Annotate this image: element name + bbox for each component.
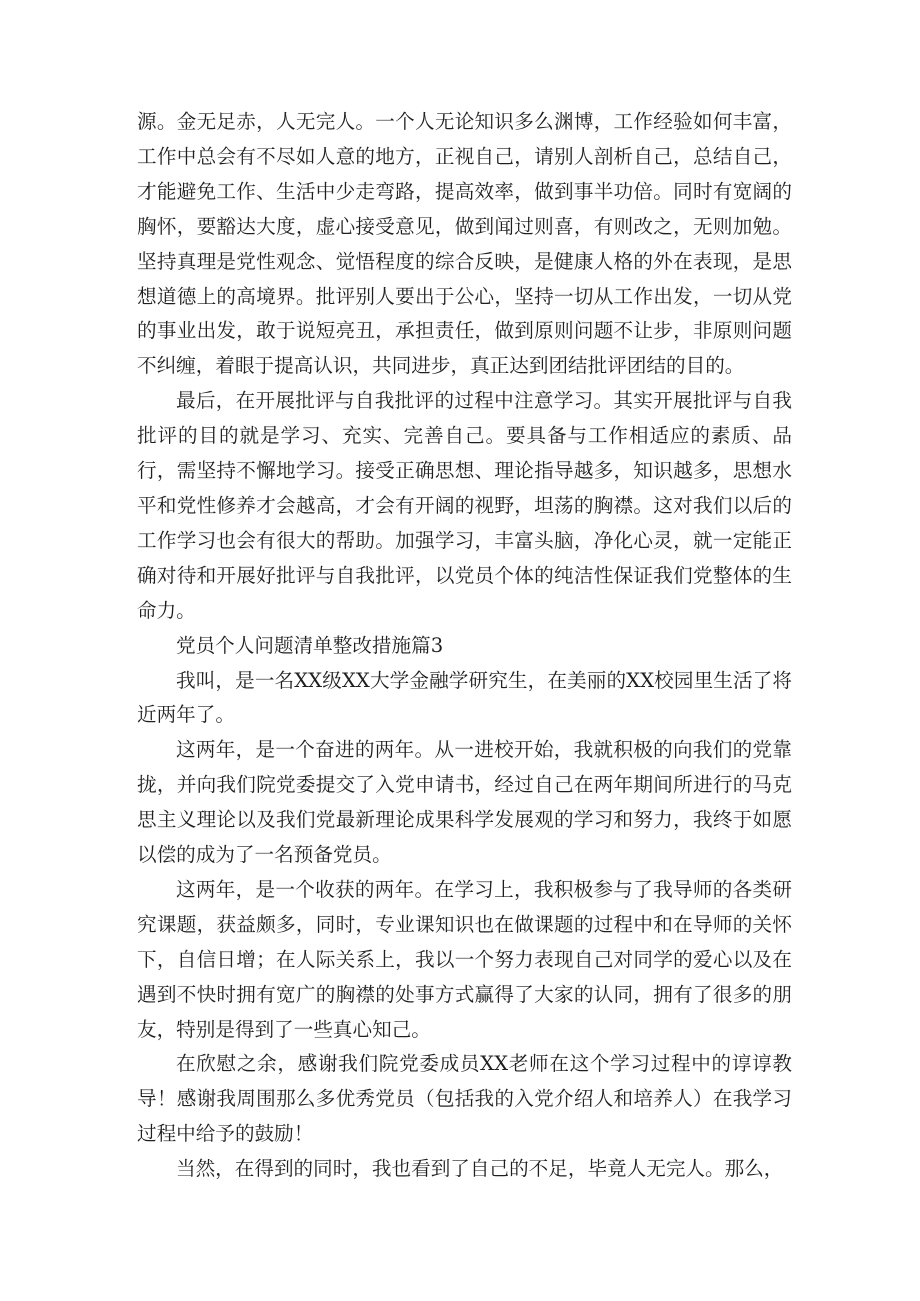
paragraph-6: 在欣慰之余，感谢我们院党委成员XX老师在这个学习过程中的谆谆教导！感谢我周围那么多优秀党员（包括我的入党介绍人和培养人）在我学习过程中给予的鼓励！ [137, 1052, 792, 1146]
paragraph-4: 这两年，是一个奋进的两年。从一进校开始，我就积极的向我们的党靠拢，并向我们院党委提交了入党申请书，经过自己在两年期间所进行的马克思主义理论以及我们党最新理论成果科学发展观的学习和努力，我终于如愿以偿的成为了一名预备党员。 [137, 738, 792, 867]
paragraph-2: 最后，在开展批评与自我批评的过程中注意学习。其实开展批评与自我批评的目的就是学习、充实、完善自己。要具备与工作相适应的素质、品行，需坚持不懈地学习。接受正确思想、理论指导越多，知识越多，思想水平和党性修养才会越高，才会有开阔的视野，坦荡的胸襟。这对我们以后的工作学习也会有很大的帮助。加强学习，丰富头脑，净化心灵，就一定能正确对待和开展好批评与自我批评，以党员个体的纯洁性保证我们党整体的生命力。 [137, 389, 792, 622]
section-heading: 党员个人问题清单整改措施篇3 [176, 633, 444, 657]
paragraph-3: 我叫，是一名XX级XX大学金融学研究生，在美丽的XX校园里生活了将近两年了。 [137, 668, 792, 727]
paragraph-7: 当然，在得到的同时，我也看到了自己的不足，毕竟人无完人。那么， [176, 1157, 784, 1181]
paragraph-1: 源。金无足赤，人无完人。一个人无论知识多么渊博，工作经验如何丰富，工作中总会有不尽如人意的地方，正视自己，请别人剖析自己，总结自己，才能避免工作、生活中少走弯路，提高效率，做到事半功倍。同时有宽阔的胸怀，要豁达大度，虚心接受意见，做到闻过则喜，有则改之，无则加勉。坚持真理是党性观念、觉悟程度的综合反映，是健康人格的外在表现，是思想道德上的高境界。批评别人要出于公心，坚持一切从工作出发，一切从党的事业出发，敢于说短亮丑，承担责任，做到原则问题不让步，非原则问题不纠缠，着眼于提高认识，共同进步，真正达到团结批评团结的目的。 [137, 110, 792, 378]
paragraph-5: 这两年，是一个收获的两年。在学习上，我积极参与了我导师的各类研究课题，获益颇多，同时，专业课知识也在做课题的过程中和在导师的关怀下，自信日增；在人际关系上，我以一个努力表现自己对同学的爱心以及在遇到不快时拥有宽广的胸襟的处事方式赢得了大家的认同，拥有了很多的朋友，特别是得到了一些真心知己。 [137, 877, 792, 1041]
